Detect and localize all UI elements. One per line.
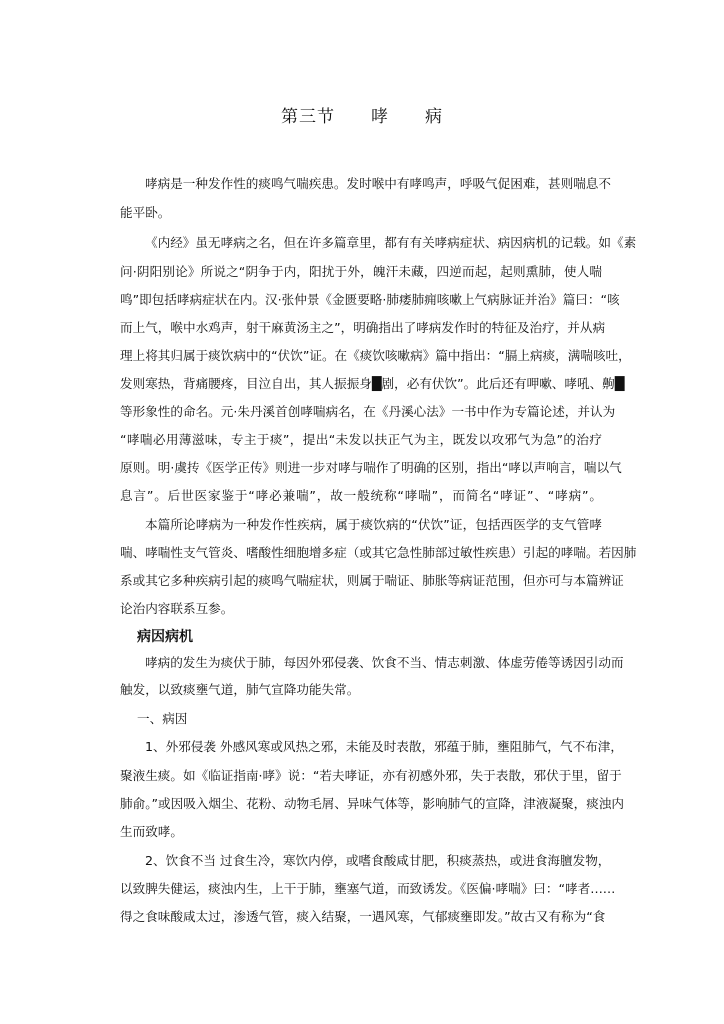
- section-number: 第三节: [281, 107, 335, 127]
- text-line: 原则。明·虞抟《医学正传》则进一步对哮与喘作了明确的区别，指出“哮以声响言，喘以气: [120, 460, 622, 475]
- text-line: 《内经》虽无哮病之名，但在许多篇章里，都有有关哮病症状、病因病机的记载。如《素: [145, 235, 637, 250]
- text-line: 得之食味酸咸太过，渗透气管，痰入结聚，一遇风寒，气郁痰壅即发。”故古又有称为“食: [120, 909, 606, 924]
- title-char-1: 哮: [371, 107, 389, 127]
- text-line: 发则寒热，背痛腰疼，目泣自出，其人振振身█剧，必有伏饮”。此后还有呷嗽、哮吼、齁█: [120, 376, 625, 391]
- text-line: 哮病的发生为痰伏于肺，每因外邪侵袭、饮食不当、情志刺激、体虚劳倦等诱因引动而: [145, 655, 624, 670]
- text-line: 鸣”即包括哮病症状在内。汉·张仲景《金匮要略·肺痿肺痈咳嗽上气病脉证并治》篇曰：“咳: [120, 292, 620, 307]
- text-line: 以致脾失健运，痰浊内生，上干于肺，壅塞气道，而致诱发。《医偏·哮喘》曰：“哮者……: [120, 881, 616, 896]
- text-line: 系或其它多种疾病引起的痰鸣气喘症状，则属于喘证、肺胀等病证范围，但亦可与本篇辨证: [120, 573, 624, 588]
- text-line: 聚液生痰。如《临证指南·哮》说：“若夫哮证，亦有初感外邪，失于表散，邪伏于里，留于: [120, 768, 622, 783]
- text-line: 论治内容联系互参。: [120, 601, 234, 616]
- text-line: 能平卧。: [120, 205, 171, 220]
- section-heading: 病因病机: [137, 629, 193, 645]
- text-line: 生而致哮。: [120, 824, 183, 839]
- text-line: 理上将其归属于痰饮病中的“伏饮”证。在《痰饮咳嗽病》篇中指出：“膈上病痰，满喘咳吐，: [120, 348, 631, 363]
- page-title: [0, 102, 724, 127]
- text-line: 等形象性的命名。元·朱丹溪首创哮喘病名，在《丹溪心法》一书中作为专篇论述，并认为: [120, 404, 616, 419]
- text-line: 哮病是一种发作性的痰鸣气喘疾患。发时喉中有哮鸣声，呼吸气促困难，甚则喘息不: [145, 176, 611, 191]
- text-line: 息言”。后世医家鉴于“哮必兼喘”，故一般统称“哮喘”，而简名“哮证”、“哮病”。: [120, 488, 602, 503]
- title-char-2: 病: [425, 107, 443, 127]
- text-line: 而上气，喉中水鸡声，射干麻黄汤主之”，明确指出了哮病发作时的特征及治疗，并从病: [120, 320, 606, 335]
- text-line: “哮喘必用薄滋味，专主于痰”，提出“未发以扶正气为主，既发以攻邪气为急”的治疗: [120, 432, 602, 447]
- text-line: 喘、哮喘性支气管炎、嗜酸性细胞增多症（或其它急性肺部过敏性疾患）引起的哮喘。若因肺: [120, 545, 637, 560]
- text-line: 一、病因: [137, 711, 188, 726]
- text-line: 1、外邪侵袭 外感风寒或风热之邪，未能及时表散，邪蕴于肺，壅阻肺气，气不布津，: [145, 739, 623, 754]
- text-line: 触发，以致痰壅气道，肺气宣降功能失常。: [120, 682, 360, 697]
- text-line: 本篇所论哮病为一种发作性疾病，属于痰饮病的“伏饮”证，包括西医学的支气管哮: [145, 517, 602, 532]
- text-line: 2、饮食不当 过食生冷，寒饮内停，或嗜食酸咸甘肥，积痰蒸热，或进食海膻发物，: [145, 853, 611, 868]
- text-line: 问·阴阳别论》所说之“阴争于内，阳扰于外，魄汗未藏，四逆而起，起则熏肺，使人喘: [120, 264, 602, 279]
- text-line: 肺俞。”或因吸入烟尘、花粉、动物毛屑、异味气体等，影响肺气的宣降，津液凝聚，痰浊内: [120, 796, 624, 811]
